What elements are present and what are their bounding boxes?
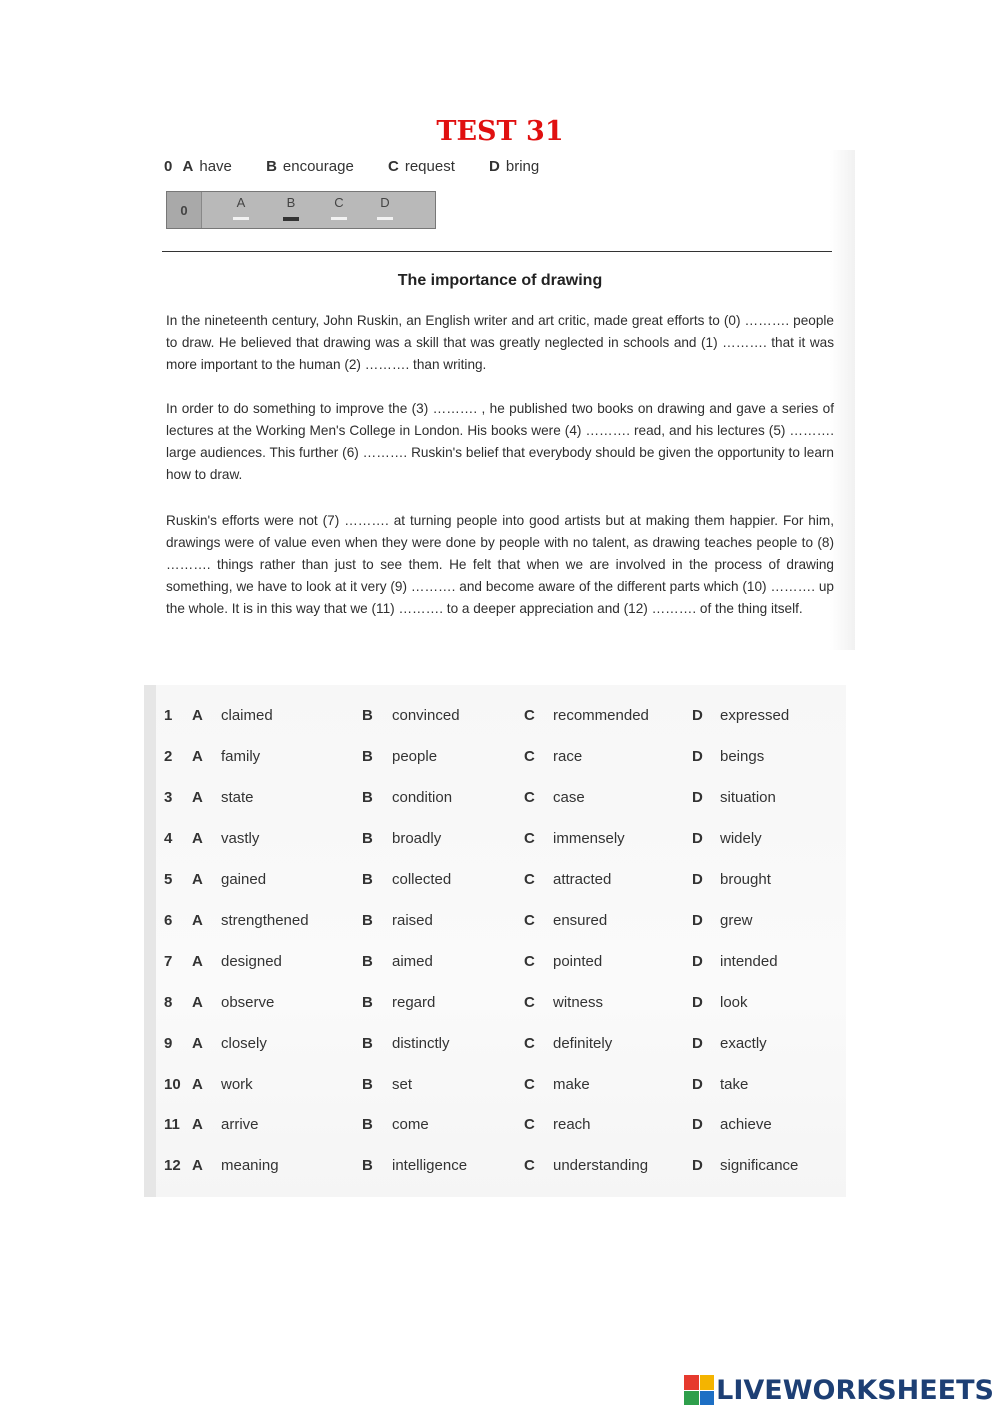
question-row (144, 1157, 846, 1181)
option-d[interactable]: intended (720, 953, 778, 970)
option-a[interactable]: observe (221, 994, 275, 1011)
option-b[interactable]: collected (392, 871, 452, 888)
option-c[interactable]: ensured (553, 912, 608, 929)
answer-cell-b[interactable] (279, 195, 303, 221)
question-number: 1 (164, 707, 173, 724)
liveworksheets-logo (684, 1373, 994, 1407)
option-letter-d: D (692, 1035, 703, 1052)
question-number: 6 (164, 912, 173, 929)
option-letter-c: C (524, 748, 535, 765)
option-c[interactable]: case (553, 789, 585, 806)
option-letter-a: A (192, 830, 203, 847)
option-letter-d: D (692, 1116, 703, 1133)
question-number: 8 (164, 994, 173, 1011)
example-answer-grid (166, 191, 436, 229)
example-option-letter: A (182, 158, 194, 175)
option-letter-b: B (362, 953, 373, 970)
answer-cell-c[interactable] (327, 195, 351, 220)
option-a[interactable]: designed (221, 953, 282, 970)
option-letter-c: C (524, 912, 535, 929)
example-option-text: have (199, 158, 232, 175)
question-row (144, 953, 846, 977)
option-b[interactable]: broadly (392, 830, 442, 847)
option-d[interactable]: look (720, 994, 748, 1011)
option-a[interactable]: claimed (221, 707, 273, 724)
options-table (144, 685, 846, 1197)
brand-logo-icon (684, 1375, 714, 1405)
question-number: 10 (164, 1076, 181, 1093)
question-row (144, 789, 846, 813)
option-b[interactable]: set (392, 1076, 413, 1093)
answer-cell-letter: B (286, 195, 296, 210)
option-a[interactable]: arrive (221, 1116, 259, 1133)
question-number: 3 (164, 789, 173, 806)
option-letter-c: C (524, 1157, 535, 1174)
option-letter-c: C (524, 1035, 535, 1052)
option-letter-a: A (192, 748, 203, 765)
option-b[interactable]: distinctly (392, 1035, 450, 1052)
question-number: 12 (164, 1157, 181, 1174)
option-letter-c: C (524, 994, 535, 1011)
option-a[interactable]: meaning (221, 1157, 279, 1174)
option-letter-a: A (192, 1116, 203, 1133)
option-letter-b: B (362, 830, 373, 847)
option-letter-d: D (692, 1076, 703, 1093)
question-row (144, 1116, 846, 1140)
option-d[interactable]: beings (720, 748, 765, 765)
option-letter-a: A (192, 789, 203, 806)
question-number: 7 (164, 953, 173, 970)
example-number: 0 (164, 158, 173, 175)
option-letter-d: D (692, 707, 703, 724)
option-letter-d: D (692, 830, 703, 847)
option-letter-a: A (192, 871, 203, 888)
example-option-letter: C (387, 158, 399, 175)
example-option-letter: B (266, 158, 277, 175)
option-a[interactable]: closely (221, 1035, 267, 1052)
divider (162, 251, 832, 252)
option-letter-b: B (362, 707, 373, 724)
option-d[interactable]: situation (720, 789, 776, 806)
option-letter-d: D (692, 789, 703, 806)
option-d[interactable]: take (720, 1076, 749, 1093)
option-letter-b: B (362, 1157, 373, 1174)
option-c[interactable]: attracted (553, 871, 612, 888)
option-c[interactable]: witness (553, 994, 604, 1011)
option-letter-a: A (192, 994, 203, 1011)
option-letter-b: B (362, 871, 373, 888)
answer-cell-letter: A (236, 195, 246, 210)
option-letter-d: D (692, 871, 703, 888)
option-b[interactable]: come (392, 1116, 429, 1133)
question-row (144, 912, 846, 936)
page-title: TEST 31 (436, 116, 564, 147)
option-a[interactable]: state (221, 789, 254, 806)
question-number: 4 (164, 830, 173, 847)
brand-name: LIVEWORKSHEETS (716, 1374, 994, 1406)
option-letter-d: D (692, 1157, 703, 1174)
option-letter-c: C (524, 1076, 535, 1093)
option-b[interactable]: convinced (392, 707, 460, 724)
option-d[interactable]: expressed (720, 707, 790, 724)
option-c[interactable]: reach (553, 1116, 591, 1133)
question-row (144, 1035, 846, 1059)
option-b[interactable]: condition (392, 789, 453, 806)
option-letter-c: C (524, 789, 535, 806)
example-option-text: bring (505, 158, 540, 175)
option-d[interactable]: widely (720, 830, 762, 847)
question-row (144, 994, 846, 1018)
option-letter-d: D (692, 748, 703, 765)
question-number: 9 (164, 1035, 173, 1052)
option-letter-c: C (524, 871, 535, 888)
question-number: 5 (164, 871, 173, 888)
passage-paragraph: Ruskin's efforts were not (7) ………. at turning people into good artists but at making them happier. For him, drawings were of value even when they were done by people with no talent, as drawing teaches people to (8) ………. things rather than just to see them. He felt that when we are involved in the process of drawing something, we have to look at it very (9) ………. and become aware of the different parts which (10) ………. up the whole. It is in this way that we (11) ………. to a deeper appreciation and (12) ………. of the thing itself. (166, 513, 834, 616)
option-letter-d: D (692, 912, 703, 929)
question-number: 2 (164, 748, 173, 765)
option-letter-c: C (524, 953, 535, 970)
example-option-text: request (404, 158, 455, 175)
option-a[interactable]: vastly (221, 830, 260, 847)
option-letter-a: A (192, 912, 203, 929)
passage-paragraph: In order to do something to improve the (3) ………. , he published two books on drawing and gave a series of lectures at the Working Men's College in London. His books were (4) ………. read, and his lectures (5) ………. large audiences. This further (6) ………. Ruskin's belief that everybody should be given the opportunity to learn how to draw. (166, 401, 834, 482)
option-b[interactable]: regard (392, 994, 436, 1011)
answer-cell-d[interactable] (373, 195, 397, 220)
answer-cell-letter: D (380, 195, 390, 210)
option-c[interactable]: understanding (553, 1157, 649, 1174)
option-a[interactable]: family (221, 748, 261, 765)
question-row (144, 871, 846, 895)
question-row (144, 707, 846, 731)
option-letter-a: A (192, 1035, 203, 1052)
passage-paragraph: In the nineteenth century, John Ruskin, an English writer and art critic, made great efforts to (0) ………. people to draw. He believed that drawing was a skill that was greatly neglected in schools and (1) ………. that it was more important to the human (2) ………. than writing. (166, 313, 834, 372)
option-b[interactable]: aimed (392, 953, 433, 970)
option-d[interactable]: exactly (720, 1035, 767, 1052)
option-a[interactable]: work (221, 1076, 253, 1093)
question-row (144, 1076, 846, 1100)
option-b[interactable]: intelligence (392, 1157, 468, 1174)
passage-title: The importance of drawing (397, 272, 603, 289)
question-row (144, 830, 846, 854)
option-letter-d: D (692, 994, 703, 1011)
option-d[interactable]: significance (720, 1157, 799, 1174)
example-option-letter: D (489, 158, 500, 175)
option-letter-a: A (192, 1157, 203, 1174)
option-d[interactable]: brought (720, 871, 771, 888)
option-a[interactable]: gained (221, 871, 267, 888)
option-b[interactable]: people (392, 748, 438, 765)
option-letter-b: B (362, 748, 373, 765)
option-c[interactable]: immensely (553, 830, 625, 847)
answer-cell-a[interactable] (229, 195, 253, 220)
option-letter-b: B (362, 789, 373, 806)
option-letter-a: A (192, 1076, 203, 1093)
example-option-text: encourage (282, 158, 354, 175)
option-c[interactable]: make (553, 1076, 590, 1093)
option-letter-b: B (362, 1076, 373, 1093)
option-d[interactable]: achieve (720, 1116, 772, 1133)
question-number: 11 (164, 1116, 180, 1133)
option-letter-b: B (362, 912, 373, 929)
option-b[interactable]: raised (392, 912, 433, 929)
option-c[interactable]: definitely (553, 1035, 613, 1052)
example-question (164, 158, 569, 175)
option-letter-c: C (524, 707, 535, 724)
answer-grid-number: 0 (167, 192, 202, 228)
option-letter-b: B (362, 1035, 373, 1052)
question-row (144, 748, 846, 772)
option-letter-c: C (524, 1116, 535, 1133)
option-c[interactable]: recommended (553, 707, 649, 724)
option-c[interactable]: pointed (553, 953, 603, 970)
option-letter-b: B (362, 1116, 373, 1133)
option-letter-c: C (524, 830, 535, 847)
option-letter-b: B (362, 994, 373, 1011)
answer-cell-letter: C (334, 195, 344, 210)
option-letter-d: D (692, 953, 703, 970)
option-letter-a: A (192, 707, 203, 724)
option-d[interactable]: grew (720, 912, 753, 929)
option-a[interactable]: strengthened (221, 912, 309, 929)
option-letter-a: A (192, 953, 203, 970)
option-c[interactable]: race (553, 748, 583, 765)
